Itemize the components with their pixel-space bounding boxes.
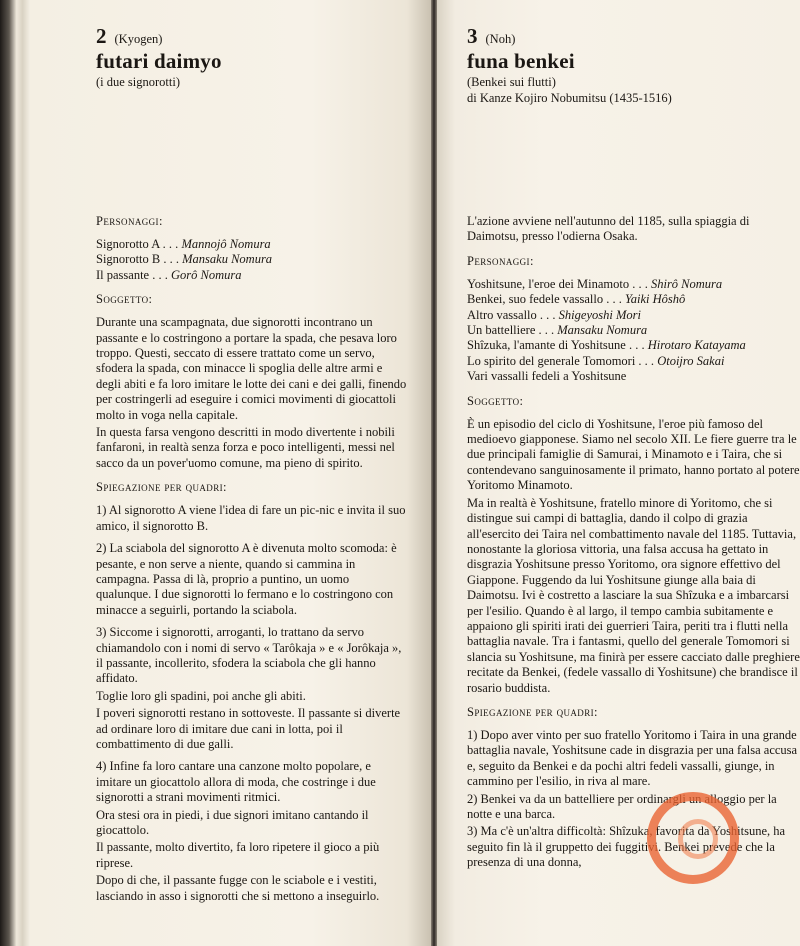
scenes-list [467, 728, 800, 871]
play-header [467, 24, 800, 214]
cast-item: Altro vassallo . . . Shigeyoshi Mori [467, 307, 641, 322]
plot-text [96, 315, 407, 471]
cast-list [467, 277, 800, 385]
play-genre: (Noh) [485, 32, 516, 46]
cast-item: Shîzuka, l'amante di Yoshitsune . . . Hirotaro Katayama [467, 338, 746, 353]
plot-paragraph: Ma in realtà è Yoshitsune, fratello minore di Yoritomo, che si distingue sui campi di battaglia, dando il colpo di grazia all'esercito dei Taira nel combattimento navale del 1185. Tuttavia, nonostante la gloriosa vittoria, una falsa accusa ha gettato in disgrazia Yoshitsune presso Yoritomo, ora signore effettivo del Giappone. Fuggendo da lui Yoshitsune giunge alla baia di Daimotsu. Ivi è costretto a lasciare la sua Shîzuka e a imbarcarsi per l'esilio. Quando è al largo, il tempo cambia subitamente e appaiono gli spiriti irati dei guerrieri Taira, periti tra i flutti nella battaglia navale. Tra i fantasmi, quello del generale Tomomori si slancia su Yoshitsune, ma finirà per essere cacciato dalle preghiere recitate da Benkei, (fedele vassallo di Yoshitsune) che brandisce il rosario buddista. [467, 495, 800, 695]
play-title: funa benkei [467, 49, 575, 73]
cast-heading: Personaggi: [467, 253, 534, 268]
scene-item: 1) Al signorotto A viene l'idea di fare un pic-nic e invita il suo amico, il signorotto B. [96, 503, 406, 533]
scenes-list [96, 503, 407, 904]
plot-paragraph: È un episodio del ciclo di Yoshitsune, l'eroe più famoso del medioevo giapponese. Siamo nel secolo XII. Le fiere guerre tra le due principali famiglie di Samurai, i Minamoto e i Taira, che si contendevano sanguinosamente il primato, hanno portato al potere Yoritomo Minamoto. [467, 416, 800, 493]
cast-list [96, 237, 407, 283]
play-title: futari daimyo [96, 49, 222, 73]
cast-item: Un battelliere . . . Mansaku Nomura [467, 323, 648, 338]
scene-item: 4) Infine fa loro cantare una canzone molto popolare, e imitare un giocattolo allora di moda, che costringe i due signorotti a strani movimenti ritmici. Ora stesi ora in piedi, i due signori imitano cantando il giocattolo. Il passante, molto divertito, fa loro ripetere il gioco a più riprese. Dopo di che, il passante fugge con le sciabole e i vestiti, lasciando in asso i signorotti che si mettono a inseguirlo. [96, 759, 380, 903]
cast-item: Benkei, suo fedele vassallo . . . Yaiki Hôshô [467, 292, 686, 307]
scenes-heading: Spiegazione per quadri: [96, 480, 227, 495]
right-page [437, 0, 800, 946]
cast-heading: Personaggi: [96, 214, 163, 228]
play-number: 3 [467, 24, 478, 48]
plot-paragraph: Durante una scampagnata, due signorotti incontrano un passante e lo costringono a portare la spada, che pesava loro troppo. Questi, seccato di essere trattato come un servo, sfodera la spada, con minacce li spoglia delle altre armi e degli abiti e fa loro imitare le lotte dei cani e dei galli, finendo per costringerli ad eseguire i comici movimenti di giocattoli molto in voga nella capitale. [96, 315, 407, 422]
setting-text: L'azione avviene nell'autunno del 1185, sulla spiaggia di Daimotsu, presso l'odierna Osaka. [467, 214, 750, 244]
cast-item: Signorotto A . . . Mannojô Nomura [96, 237, 271, 251]
play-number: 2 [96, 24, 107, 48]
cast-item: Yoshitsune, l'eroe dei Minamoto . . . Shirô Nomura [467, 276, 723, 291]
plot-heading: Soggetto: [467, 393, 524, 408]
scene-item: 3) Siccome i signorotti, arroganti, lo trattano da servo chiamandolo con i nomi di servo « Tarôkaja » e « Jorôkaja », il passante, incollerito, sfodera la sciabola che gli hanno affidato. Toglie loro gli spadini, poi anche gli abiti. I poveri signorotti restano in sottoveste. Il passante si diverte ad ordinare loro di imitare due cani in lotta, poi il combattimento di due galli. [96, 625, 402, 751]
plot-text [467, 417, 800, 696]
cast-item: Lo spirito del generale Tomomori . . . Otoijro Sakai [467, 353, 725, 368]
left-page [30, 0, 431, 946]
play-subtitle: (Benkei sui flutti) [467, 75, 556, 89]
scene-item: 3) Ma c'è un'altra difficoltà: Shîzuka, favorita da Yoshitsune, ha seguito fin là il gruppetto dei fuggitivi. Benkei prevede che la presenza di una donna, [467, 824, 786, 870]
play-header [96, 24, 407, 214]
plot-heading: Soggetto: [96, 292, 153, 307]
cast-item: Il passante . . . Gorô Nomura [96, 267, 242, 282]
book-edge [0, 0, 30, 946]
scene-item: 2) Benkei va da un battelliere per ordinargli un alloggio per la notte e una barca. [467, 791, 777, 821]
plot-paragraph: In questa farsa vengono descritti in modo divertente i nobili fanfaroni, in realtà senza forza e poco intelligenti, messi nel sacco da un pover'uomo comune, ma pieno di spirito. [96, 425, 395, 470]
play-subtitle: (i due signorotti) [96, 75, 181, 89]
scene-item: 1) Dopo aver vinto per suo fratello Yoritomo i Taira in una grande battaglia navale, Yoshitsune cade in disgrazia per una falsa accusa e, seguito da Benkei e da pochi altri fedeli vassalli, giunge, in cammino per l'esilio, in riva al mare. [467, 727, 798, 789]
play-genre: (Kyogen) [114, 32, 163, 46]
cast-item: Vari vassalli fedeli a Yoshitsune [467, 369, 627, 384]
play-author: di Kanze Kojiro Nobumitsu (1435-1516) [467, 91, 672, 105]
scene-item: 2) La sciabola del signorotto A è divenuta molto scomoda: è pesante, e non serve a niente, quando si cammina in campagna. Passa di là, proprio a puntino, un uomo qualunque. I due signorotti lo fermano e lo costringono con minacce a seguirli, portando la sciabola. [96, 541, 397, 617]
cast-item: Signorotto B . . . Mansaku Nomura [96, 252, 273, 267]
scenes-heading: Spiegazione per quadri: [467, 704, 598, 719]
watermark-stamp-center [678, 819, 718, 859]
watermark-stamp [647, 792, 739, 884]
